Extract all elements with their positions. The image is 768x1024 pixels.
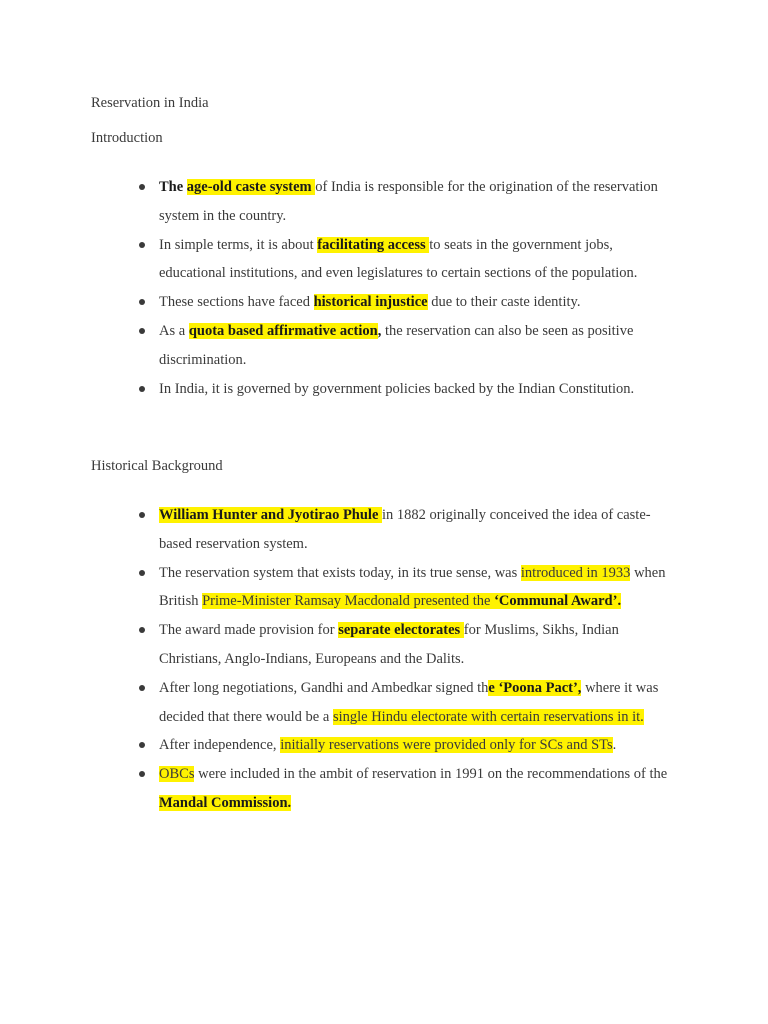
highlighted-text: ‘Communal Award’. [494, 593, 622, 610]
text-run: the reservation can also be seen as positive discrimination. [159, 322, 634, 368]
historical-background-bullet-list [0, 501, 768, 818]
list-item [0, 288, 768, 317]
list-item [0, 760, 768, 818]
text-run: In simple terms, it is about [159, 236, 318, 253]
highlighted-text: separate electorates [338, 622, 464, 639]
highlighted-text: facilitating access [317, 236, 430, 253]
text-run: After long negotiations, Gandhi and Ambedkar signed th [159, 679, 489, 696]
list-item [0, 501, 768, 559]
text-run: for Muslims, Sikhs, Indian Christians, Anglo-Indians, Europeans and the Dalits. [159, 622, 619, 667]
highlighted-text: single Hindu electorate with certain reservations in it. [332, 708, 644, 725]
list-item [0, 173, 768, 231]
text-run: After independence, [159, 737, 281, 754]
text-run: where it was decided that there would be a [159, 679, 659, 725]
text-run: In India, it is governed by government policies backed by the Indian Constitution. [159, 380, 635, 397]
text-run: These sections have faced [159, 294, 314, 311]
text-run: The [159, 179, 187, 195]
text-run: were included in the ambit of reservation in 1991 on the recommendations of the [194, 766, 668, 783]
highlighted-text: Prime-Minister Ramsay Macdonald presented the [202, 593, 495, 610]
highlighted-text: age-old caste system [186, 179, 316, 195]
section-heading-historical-background: Historical Background [91, 458, 223, 474]
list-item [0, 731, 768, 760]
list-item [0, 674, 768, 732]
list-item [0, 231, 768, 289]
highlighted-text: Mandal Commission. [159, 794, 292, 811]
document-title: Reservation in India [91, 95, 209, 111]
text-run: when British [159, 564, 666, 610]
text-run: of India is responsible for the origination of the reservation system in the country. [159, 179, 658, 224]
text-run: As a [159, 322, 189, 339]
text-run: The reservation system that exists today, in its true sense, was [159, 564, 521, 581]
highlighted-text: quota based affirmative action [188, 322, 378, 339]
text-run: to seats in the government jobs, educational institutions, and even legislatures to certain sections of the population. [159, 236, 638, 282]
text-run: due to their caste identity. [427, 294, 581, 311]
highlighted-text: William Hunter and Jyotirao Phule [159, 507, 383, 523]
text-run: in 1882 originally conceived the idea of caste-based reservation system. [159, 507, 651, 552]
list-item [0, 559, 768, 617]
highlighted-text: OBCs [159, 766, 195, 783]
highlighted-text: initially reservations were provided only for SCs and STs [280, 737, 613, 754]
section-heading-introduction: Introduction [91, 130, 163, 146]
list-item [0, 375, 768, 404]
introduction-bullet-list [0, 173, 768, 403]
text-run: The award made provision for [159, 622, 339, 639]
list-item [0, 317, 768, 375]
highlighted-text: introduced in 1933 [520, 564, 631, 581]
list-item [0, 616, 768, 674]
highlighted-text: e ‘Poona Pact’, [488, 679, 582, 696]
text-run: , [377, 322, 382, 339]
highlighted-text: historical injustice [313, 294, 428, 311]
text-run: . [612, 737, 617, 754]
